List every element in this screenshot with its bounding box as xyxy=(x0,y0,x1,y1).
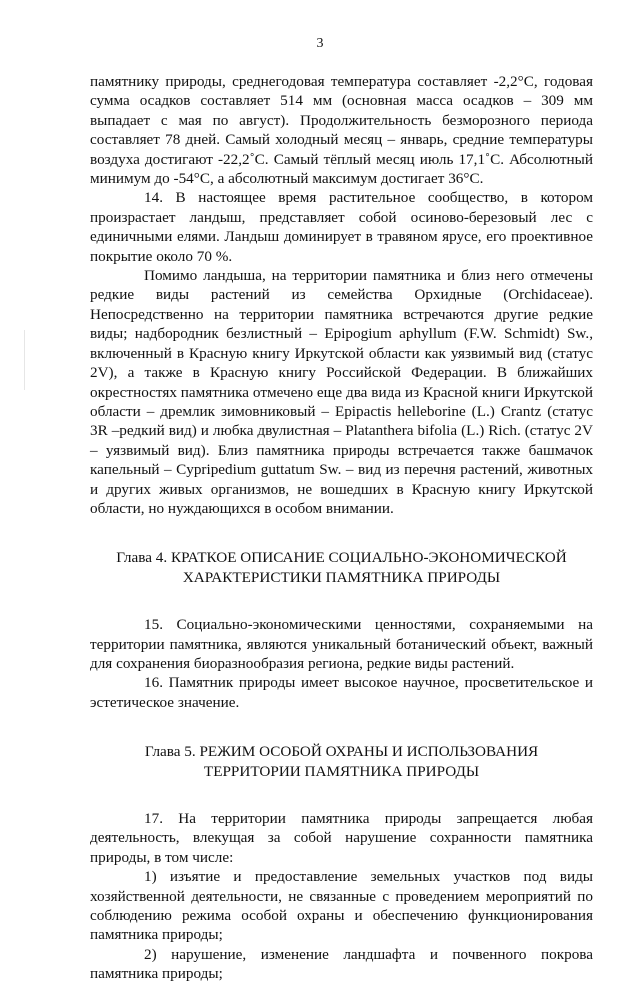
paragraph-14: 14. В настоящее время растительное сообщество, в котором произрастает ландыш, представляет собой осиново-березовый лес с единичными елями. Ландыш доминирует в травяном ярусе, его проективное покрытие около 70 %. xyxy=(90,189,593,265)
paragraph-17-item-1: 1) изъятие и предоставление земельных участков под виды хозяйственной деятельности, не связанные с проведением мероприятий по соблюдению режима особой охраны и обеспечению функционирования памятника природы; xyxy=(90,868,593,944)
paragraph-rare-species: Помимо ландыша, на территории памятника и близ него отмечены редкие виды растений из семейства Орхидные (Orchidaceae). Непосредственно на территории памятника встречаются другие редкие виды; надбородник безлистный – Epipogium aphyllum (F.W. Schmidt) Sw., включенный в Красную книгу Иркутской области как уязвимый вид (статус 2V), а также в Красную книгу Российской Федерации. В ближайших окрестностях памятника отмечено еще два вида из Красной книги Иркутской области – дремлик зимовниковый – Epipactis helleborine (L.) Crantz (статус 3R –редкий вид) и любка двулистная – Platanthera bifolia (L.) Rich. (статус 2V – уязвимый вид). Близ памятника природы встречается также башмачок капельный – Cypripedium guttatum Sw. – вид из перечня растений, животных и других живых организмов, не вошедших в Красную книгу Иркутской области, но нуждающихся в особом внимании. xyxy=(90,267,593,517)
chapter-4-heading-line-2: ХАРАКТЕРИСТИКИ ПАМЯТНИКА ПРИРОДЫ xyxy=(182,568,501,586)
chapter-5-heading-line-1: Глава 5. РЕЖИМ ОСОБОЙ ОХРАНЫ И ИСПОЛЬЗОВАНИЯ xyxy=(144,743,539,761)
chapter-5-heading xyxy=(90,742,593,781)
page-number: 3 xyxy=(316,36,324,51)
paragraph-climate: памятнику природы, среднегодовая температура составляет -2,2°С, годовая сумма осадков составляет 514 мм (основная масса осадков – 309 мм выпадает с мая по август). Продолжительность безморозного периода составляет 78 дней. Самый холодный месяц – январь, средние температуры воздуха достигают -22,2˚С. Самый тёплый месяц июль 17,1˚С. Абсолютный минимум до -54°С, а абсолютный максимум достигает 36°С. xyxy=(90,73,593,188)
document-body xyxy=(90,72,593,984)
paragraph-17-item-2: 2) нарушение, изменение ландшафта и почвенного покрова памятника природы; xyxy=(90,945,593,983)
paragraph-15: 15. Социально-экономическими ценностями, сохраняемыми на территории памятника, являются уникальный ботанический объект, важный для сохранения биоразнообразия региона, редкие виды растений. xyxy=(90,616,593,672)
scan-margin-mark xyxy=(24,330,25,390)
chapter-4-heading-line-1: Глава 4. КРАТКОЕ ОПИСАНИЕ СОЦИАЛЬНО-ЭКОНОМИЧЕСКОЙ xyxy=(116,549,567,567)
chapter-4-heading xyxy=(90,548,593,587)
chapter-5-heading-line-2: ТЕРРИТОРИИ ПАМЯТНИКА ПРИРОДЫ xyxy=(203,762,480,780)
paragraph-16: 16. Памятник природы имеет высокое научное, просветительское и эстетическое значение. xyxy=(90,674,593,711)
paragraph-17: 17. На территории памятника природы запрещается любая деятельность, влекущая за собой нарушение сохранности памятника природы, в том числе: xyxy=(90,810,593,866)
